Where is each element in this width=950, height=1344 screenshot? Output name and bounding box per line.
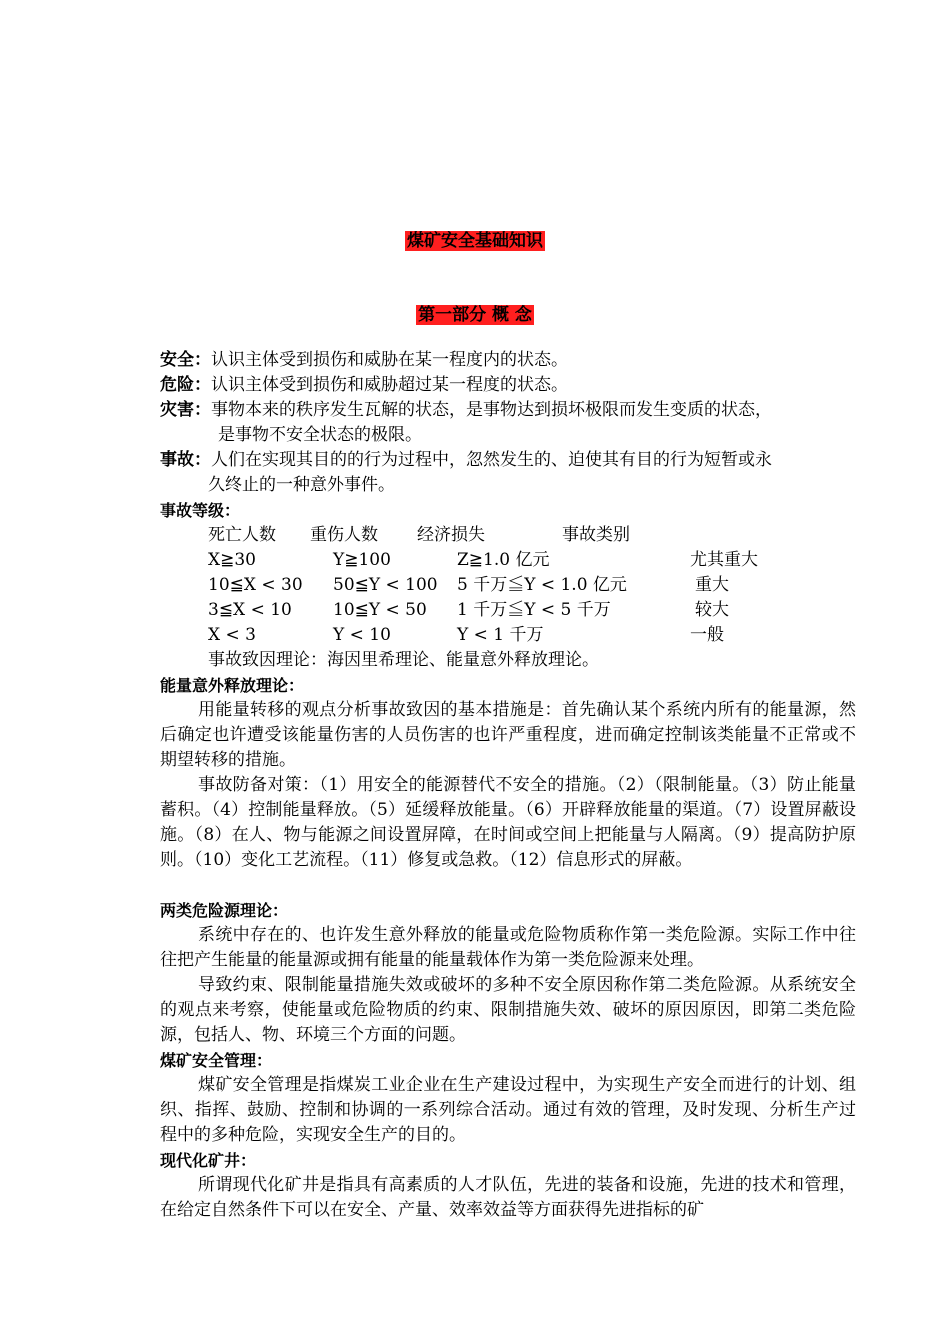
table-cell: Y≧100	[333, 550, 391, 570]
section-title: 第一部分 概 念	[418, 305, 532, 325]
table-header: 重伤人数	[310, 525, 378, 545]
heading-energy-theory: 能量意外释放理论：	[160, 676, 305, 695]
table-cell: 50≦Y < 100	[333, 575, 438, 595]
paragraph: 所谓现代化矿井是指具有高素质的人才队伍，先进的装备和设施，先进的技术和管理，在给定自然条件下可以在安全、产量、效率效益等方面获得先进指标的矿	[160, 1175, 856, 1220]
heading-hazard-theory: 两类危险源理论：	[160, 901, 289, 920]
table-cell: 10≦Y < 50	[333, 600, 427, 620]
table-header: 死亡人数	[208, 525, 276, 545]
table-cell: 5 千万≦Y < 1.0 亿元	[457, 575, 627, 595]
table-cell: Z≧1.0 亿元	[457, 550, 550, 570]
paragraph: 用能量转移的观点分析事故致因的基本措施是：首先确认某个系统内所有的能量源，然后确定也许遭受该能量伤害的人员伤害的也许严重程度，进而确定控制该类能量不正常或不期望转移的措施。	[160, 700, 856, 770]
table-cell: 尤其重大	[690, 550, 758, 570]
paragraph: 煤矿安全管理是指煤炭工业企业在生产建设过程中，为实现生产安全而进行的计划、组织、指挥、鼓励、控制和协调的一系列综合活动。通过有效的管理，及时发现、分析生产过程中的多种危险，实现安全生产的目的。	[160, 1075, 856, 1145]
table-cell: Y < 10	[333, 625, 391, 645]
heading-accident-grade: 事故等级：	[160, 501, 241, 520]
heading-mine-safety: 煤矿安全管理：	[160, 1051, 273, 1070]
table-header: 事故类别	[562, 525, 630, 545]
table-header: 经济损失	[417, 525, 485, 545]
paragraph: 系统中存在的、也许发生意外释放的能量或危险物质称作第一类危险源。实际工作中往往把产生能量的能量源或拥有能量的能量载体作为第一类危险源来处理。	[160, 925, 856, 970]
definition-disaster-cont: 是事物不安全状态的极限。	[218, 425, 422, 445]
table-cell: Y < 1 千万	[457, 625, 544, 645]
definition-danger: 危险：认识主体受到损伤和威胁超过某一程度的状态。	[160, 375, 568, 395]
theory-note: 事故致因理论：海因里希理论、能量意外释放理论。	[208, 650, 599, 670]
definition-safety: 安全：认识主体受到损伤和威胁在某一程度内的状态。	[160, 350, 568, 370]
definition-accident: 事故：人们在实现其目的的行为过程中，忽然发生的、迫使其有目的行为短暂或永	[160, 450, 772, 470]
definition-accident-cont: 久终止的一种意外事件。	[208, 475, 395, 495]
table-cell: 1 千万≦Y < 5 千万	[457, 600, 611, 620]
table-cell: X≧30	[208, 550, 256, 570]
paragraph: 导致约束、限制能量措施失效或破坏的多种不安全原因称作第二类危险源。从系统安全的观点来考察，使能量或危险物质的约束、限制措施失效、破坏的原因原因，即第二类危险源，包括人、物、环境三个方面的问题。	[160, 975, 856, 1045]
table-cell: 3≦X < 10	[208, 600, 292, 620]
heading-modern-mine: 现代化矿井：	[160, 1151, 257, 1170]
document-title: 煤矿安全基础知识	[407, 231, 543, 251]
definition-disaster: 灾害：事物本来的秩序发生瓦解的状态，是事物达到损坏极限而发生变质的状态，	[160, 400, 772, 420]
table-cell: 一般	[690, 625, 724, 645]
table-cell: 10≦X < 30	[208, 575, 303, 595]
table-cell: X < 3	[208, 625, 256, 645]
paragraph: 事故防备对策：（1）用安全的能源替代不安全的措施。（2）（限制能量。（3）防止能量蓄积。（4）控制能量释放。（5）延缓释放能量。（6）开辟释放能量的渠道。（7）设置屏蔽设施。（8）在人、物与能源之间设置屏障，在时间或空间上把能量与人隔离。（9）提高防护原则。（10）变化工艺流程。（11）修复或急救。（12）信息形式的屏蔽。	[160, 775, 856, 870]
table-cell: 重大	[695, 575, 729, 595]
table-cell: 较大	[695, 600, 729, 620]
